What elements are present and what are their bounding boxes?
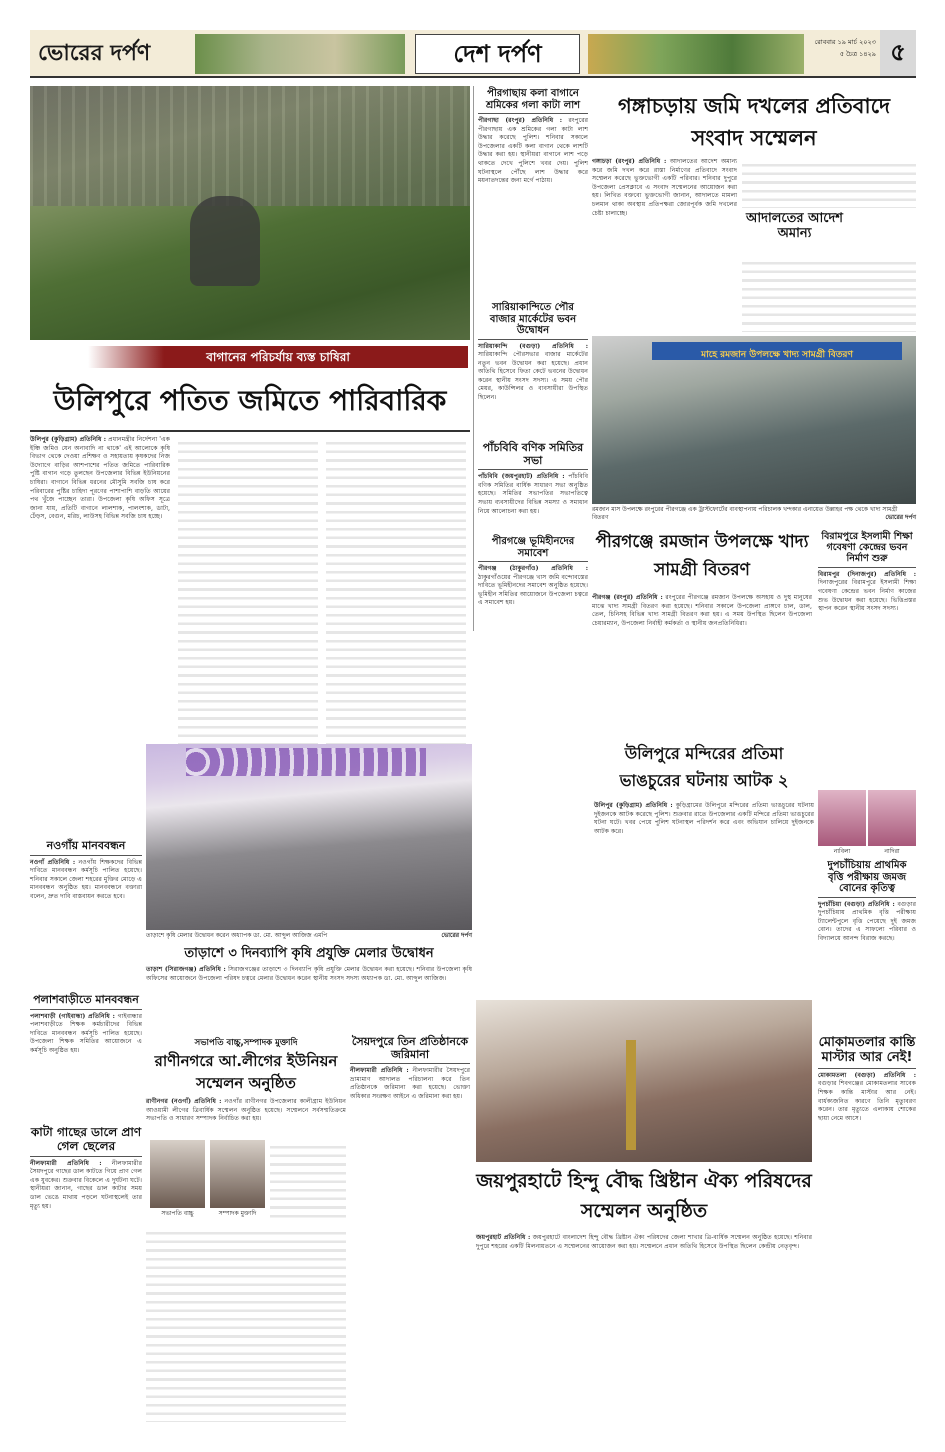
- food-byline: পীরগঞ্জ (রংপুর) প্রতিনিধি :: [592, 594, 663, 601]
- palash-article: [30, 994, 142, 1122]
- fine-headline: সৈয়দপুরে তিন প্রতিষ্ঠানকে জরিমানা: [350, 1036, 470, 1064]
- twins-article: [818, 860, 916, 1030]
- teacher-byline: মোকামতলা (বগুড়া) প্রতিনিধি :: [818, 1071, 916, 1079]
- garden-banner: [88, 346, 468, 368]
- fair-caption-text: তাড়াশে কৃষি মেলার উদ্বোধন করেন অধ্যাপক ডা. মো. আব্দুল আজিজ এমপি: [146, 932, 328, 939]
- islamic-center-byline: বিরামপুর (দিনাজপুর) প্রতিনিধি :: [818, 570, 916, 578]
- palash-body: গাইবান্ধার পলাশবাড়ীতে শিক্ষক কর্মচারীদের বিভিন্ন দাবিতে মানববন্ধন কর্মসূচি পালিত হয়েছে। উপজেলা শিক্ষক সমিতির আয়োজনে এ কর্মসূচি অনুষ্ঠিত হয়।: [30, 1012, 143, 1055]
- tree-headline: কাটা গাছের ডালে প্রাণ গেল ছেলের: [30, 1126, 142, 1157]
- murder-article: [478, 88, 588, 298]
- merchant-byline: পাঁচবিবি (জয়পুরহাট) প্রতিনিধি :: [478, 473, 565, 481]
- islamic-center-article: [818, 532, 916, 782]
- al-league-photo-right: [210, 1140, 265, 1208]
- temple-body-block: [594, 802, 814, 998]
- column-rule: [473, 86, 474, 631]
- twin-name-right: নাদিরা: [884, 848, 900, 855]
- islamic-center-headline: বিরামপুরে ইসলামী শিক্ষা গবেষণা কেন্দ্রের ভবন নির্মাণ শুরু: [818, 532, 916, 568]
- twins-headline: দুপচাঁচিয়ায় প্রাথমিক বৃত্তি পরীক্ষায় জমজ বোনের কৃতিত্ব: [818, 860, 916, 898]
- land-protest-col3: [742, 256, 916, 332]
- palash-byline: পলাশবাড়ী (গাইবান্ধা) প্রতিনিধি :: [30, 1012, 115, 1020]
- fence-stripes: [30, 86, 470, 206]
- al-league-photo-left: [150, 1140, 205, 1208]
- naogaon-headline: নওগাঁয় মানববন্ধন: [30, 840, 142, 856]
- teacher-headline: মোকামতলার কান্তি মাস্টার আর নেই!: [818, 1036, 916, 1069]
- al-league-person-left: সভাপতি বাচ্চু: [161, 1210, 194, 1217]
- fine-byline: নীলফামারী প্রতিনিধি :: [350, 1067, 409, 1075]
- twin-photo-right: [868, 790, 916, 846]
- ramadan-photo-banner: [652, 342, 902, 360]
- section-title: দেশ দর্পণ: [453, 40, 542, 68]
- paper-name: ভোরের দর্পণ: [38, 41, 151, 66]
- naogaon-byline: নওগাঁ প্রতিনিধি :: [30, 858, 76, 866]
- page-header: [30, 30, 916, 78]
- market-byline: সারিয়াকান্দি (বগুড়া) প্রতিনিধি :: [478, 342, 588, 350]
- merchant-article: [478, 442, 588, 532]
- murder-body: রংপুরের পীরগাছায় এক শ্রমিকের গলা কাটা লাশ উদ্ধার করেছে পুলিশ। শনিবার সকালে উপজেলার একটি কলা বাগান থেকে লাশটি উদ্ধার করা হয়। স্থানীয়রা বাগানে লাশ পড়ে থাকতে দেখে পুলিশে খবর দেয়। পুলিশ ঘটনাস্থলে পৌঁছে লাশ উদ্ধার করে ময়নাতদন্তের জন্য মর্গে পাঠায়।: [478, 117, 588, 185]
- market-headline: সারিয়াকান্দিতে পৌর বাজার মার্কেটের ভবন উদ্বোধন: [478, 302, 588, 340]
- page-number: ৫: [890, 38, 906, 66]
- twin-photo-left: [818, 790, 866, 846]
- date-line-2: ৫ চৈত্র ১৪২৯: [839, 50, 876, 58]
- council-body-block: [476, 1234, 812, 1422]
- ramadan-credit: ভোরের দর্পণ: [885, 514, 916, 521]
- fine-body: নীলফামারীর সৈয়দপুরে ভ্রাম্যমাণ আদালত পরিচালনা করে তিন প্রতিষ্ঠানকে জরিমানা করা হয়েছে। ভোক্তা অধিকার সংরক্ষণ আইনে এ জরিমানা করা হয়।: [350, 1067, 470, 1101]
- murder-headline: পীরগাছায় কলা বাগানে শ্রমিকের গলা কাটা লাশ: [478, 88, 588, 114]
- header-photo-strip-left: [195, 34, 405, 74]
- temple-headline-text: উলিপুরে মন্দিরের প্রতিমা ভাঙচুরের ঘটনায় আটক ২: [619, 744, 789, 790]
- header-photo-strip-right: [588, 34, 804, 74]
- date-box: [808, 36, 876, 72]
- fair-body: সিরাজগঞ্জের তাড়াশে ৩ দিনব্যাপি কৃষি প্রযুক্তি মেলার উদ্বোধন করা হয়েছে। শনিবার উপজেলা কৃষি অফিসের আয়োজনে উপজেলা পরিষদ চত্বরে মেলার উদ্বোধন করেন স্থানীয় সংসদ সদস্য অধ্যাপক ডা. মো. আব্দুল আজিজ।: [146, 966, 472, 982]
- council-body: জয়পুরহাটে বাংলাদেশ হিন্দু বৌদ্ধ খ্রিষ্টান ঐক্য পরিষদের জেলা শাখার ত্রি-বার্ষিক সম্মেলন অনুষ্ঠিত হয়েছে। শনিবার দুপুরে শহরের একটি মিলনায়তনে এ সম্মেলনের আয়োজন করা হয়। সম্মেলনে প্রধান অতিথি হিসেবে উপস্থিত ছিলেন কেন্দ্রীয় নেতৃবৃন্দ।: [476, 1234, 813, 1250]
- tree-body: নীলফামারীর সৈয়দপুরে গাছের ডাল কাটতে গিয়ে প্রাণ গেল এক যুবকের। শুক্রবার বিকেলে এ দুর্ঘটনা ঘটে। স্থানীয়রা জানান, গাছের ডাল কাটার সময় ডাল ভেঙে মাথায় পড়লে ঘটনাস্থলেই তার মৃত্যু হয়।: [30, 1159, 142, 1210]
- fine-article: [350, 1036, 470, 1422]
- tree-byline: নীলফামারী প্রতিনিধি :: [30, 1159, 102, 1167]
- date-line-1: রোববার ১৯ মার্চ ২০২৩: [814, 38, 876, 46]
- fair-byline: তাড়াশ (সিরাজগঞ্জ) প্রতিনিধি :: [146, 966, 226, 973]
- ramadan-caption-text: রমজান মাস উপলক্ষে রংপুরের পীরগঞ্জে এক ট্রাস্টফোর্টের ব্যবস্থাপনায় পরিচালক খন্দকার এনায়েত উল্লাহর পক্ষ থেকে খাদ্য সামগ্রী বিতরণ: [592, 506, 898, 521]
- land-protest-headline: গঙ্গাচড়ায় জমি দখলের প্রতিবাদে সংবাদ সম্মেলন: [617, 94, 891, 150]
- section-title-box: [415, 34, 580, 74]
- al-league-body-block: [146, 1098, 346, 1134]
- al-league-person-right: সম্পাদক মুক্তাদি: [218, 1210, 257, 1217]
- land-protest-body: আদালতের আদেশ অমান্য করে জমি দখল করে রাস্তা নির্মাণের প্রতিবাদে সংবাদ সম্মেলন করেছে ভুক্তভোগী একটি পরিবার। শনিবার দুপুরে উপজেলা প্রেসক্লাবে এ সংবাদ সম্মেলনের আয়োজন করা হয়। লিখিত বক্তব্যে ভুক্তভোগী জানান, আদালতে মামলা চলমান থাকা অবস্থায় প্রতিপক্ষরা জোরপূর্বক জমি দখলের চেষ্টা চালাচ্ছে।: [592, 158, 738, 217]
- teacher-body: বগুড়ার শিবগঞ্জের মোকামতলার সাবেক শিক্ষক কান্তি মাস্টার আর নেই। বার্ধক্যজনিত কারণে তিনি মৃত্যুবরণ করেন। তার মৃত্যুতে এলাকায় শোকের ছায়া নেমে আসে।: [818, 1080, 916, 1122]
- market-article: [478, 302, 588, 438]
- council-headline: জয়পুরহাটে হিন্দু বৌদ্ধ খ্রিষ্টান ঐক্য পরিষদের সম্মেলন অনুষ্ঠিত: [476, 1170, 812, 1222]
- twins-body: বগুড়ার দুপচাঁচিয়ায় প্রাথমিক বৃত্তি পরীক্ষায় ট্যালেন্টপুলে বৃত্তি পেয়েছে দুই জমজ বোন। তাদের এ সাফল্যে পরিবার ও বিদ্যালয়ে আনন্দ বিরাজ করছে।: [818, 900, 916, 942]
- temple-byline: উলিপুর (কুড়িগ্রাম) প্রতিনিধি :: [594, 802, 673, 809]
- merchant-headline: পাঁচবিবি বণিক সমিতির সভা: [478, 442, 588, 470]
- twin-name-left: নাবিলা: [833, 848, 851, 855]
- food-body-block: [592, 594, 812, 714]
- garden-photo: [30, 86, 470, 340]
- palash-headline: পলাশবাড়ীতে মানববন্ধন: [30, 994, 142, 1010]
- islamic-center-body: দিনাজপুরের বিরামপুরে ইসলামী শিক্ষা গবেষণা কেন্দ্রের ভবন নির্মাণ কাজের শুভ উদ্বোধন করা হয়েছে। ভিত্তিপ্রস্তর স্থাপন করেন স্থানীয় সংসদ সদস্য।: [818, 579, 916, 613]
- teacher-article: [818, 1036, 916, 1422]
- garden-headline: উলিপুরে পতিত জমিতে পারিবারিক: [30, 372, 470, 432]
- garden-body: প্রধানমন্ত্রীর নির্দেশনা 'এক ইঞ্চি জমিও যেন অনাবাদি না থাকে' এই আলোকে কৃষি বিভাগ থেকে দেওয়া প্রশিক্ষণ ও সহায়তায় কৃষকদের নিজ উদ্যোগে বাড়ির আশপাশের পতিত জমিতে পারিবারিক পুষ্টি বাগান গড়ে তুলছেন উপজেলার বিভিন্ন ইউনিয়নের চাষিরা। বাগানে বিভিন্ন ধরনের মৌসুমি সবজি চাষ করে পরিবারের পুষ্টির চাহিদা পূরণের পাশাপাশি বাড়তি আয়ের পথ খুঁজে পাচ্ছেন তারা। উপজেলা কৃষি অফিস সূত্রে জানা যায়, প্রতিটি বাগানে লালশাক, পালংশাক, ডাটা, ঢেঁড়স, বেগুন, মরিচ, লাউসহ বিভিন্ন সবজি চাষ হচ্ছে।: [30, 436, 171, 521]
- tree-article: [30, 1126, 142, 1422]
- farmer-figure: [190, 196, 260, 286]
- fair-headline: তাড়াশে ৩ দিনব্যাপি কৃষি প্রযুক্তি মেলার উদ্বোধন: [184, 946, 434, 961]
- food-headline: পীরগঞ্জে রমজান উপলক্ষে খাদ্য সামগ্রী বিতরণ: [595, 532, 809, 580]
- page-number-box: [880, 30, 916, 76]
- landless-byline: পীরগঞ্জ (ঠাকুরগাঁও) প্রতিনিধি :: [478, 565, 588, 572]
- landless-headline: পীরগঞ্জে ভূমিহীনদের সমাবেশ: [478, 536, 588, 562]
- council-byline: জয়পুরহাট প্রতিনিধি :: [476, 1234, 531, 1241]
- food-body: রংপুরের পীরগঞ্জে রমজান উপলক্ষে অসহায় ও দুস্থ মানুষের মাঝে খাদ্য সামগ্রী বিতরণ করা হয়েছে। শনিবার সকালে উপজেলা প্রাঙ্গণে চাল, ডাল, তেল, চিনিসহ বিভিন্ন খাদ্য সামগ্রী বিতরণ করা হয়। এ সময় উপস্থিত ছিলেন উপজেলা চেয়ারম্যান, উপজেলা নির্বাহী কর্মকর্তা ও স্থানীয় জনপ্রতিনিধিরা।: [592, 594, 812, 627]
- al-league-col-bottom: [146, 1226, 346, 1422]
- naogaon-article: [30, 840, 142, 990]
- ramadan-photo: [592, 336, 916, 504]
- council-photo: [476, 1000, 812, 1162]
- twins-byline: দুপচাঁচিয়া (বগুড়া) প্রতিনিধি :: [818, 900, 895, 908]
- landless-body: ঠাকুরগাঁওয়ের পীরগঞ্জে খাস জমি বন্দোবস্তের দাবিতে ভূমিহীনদের সমাবেশ অনুষ্ঠিত হয়েছে। ভূমিহীন সমিতির আয়োজনে উপজেলা চত্বরে এ সমাবেশ হয়।: [478, 573, 588, 607]
- murder-byline: পীরগাছা (রংপুর) প্রতিনিধি :: [478, 117, 563, 124]
- land-protest-col1: [592, 158, 737, 318]
- land-protest-byline: গঙ্গাচড়া (রংপুর) প্রতিনিধি :: [592, 158, 667, 165]
- fair-credit: ভোরের দর্পণ: [441, 932, 472, 939]
- ramadan-photo-caption: [592, 506, 916, 524]
- masthead-logo: [38, 36, 188, 72]
- fair-photo-balloons: [186, 748, 426, 776]
- naogaon-body: নওগাঁয় শিক্ষকদের বিভিন্ন দাবিতে মানববন্ধন কর্মসূচি পালিত হয়েছে। শনিবার সকালে জেলা শহরের মুক্তির মোড়ে এ মানববন্ধন অনুষ্ঠিত হয়। মানববন্ধনে বক্তারা বলেন, দ্রুত দাবি বাস্তবায়ন করতে হবে।: [30, 858, 143, 901]
- ramadan-photo-banner-text: মাহে রমজান উপলক্ষে খাদ্য সামগ্রী বিতরণ: [701, 350, 853, 360]
- temple-headline-box: [594, 740, 814, 798]
- fair-photo-caption: [146, 932, 472, 942]
- al-league-col-right: [270, 1140, 346, 1222]
- market-body: সারিয়াকান্দি পৌরসভার বাজার মার্কেটের নতুন ভবন উদ্বোধন করা হয়েছে। প্রধান অতিথি হিসেবে ফিতা কেটে ভবনের উদ্বোধন করেন স্থানীয় সংসদ সদস্য। এ সময় পৌর মেয়র, কাউন্সিলর ও ব্যবসায়ীরা উপস্থিত ছিলেন।: [478, 351, 588, 402]
- landless-article: [478, 536, 588, 632]
- al-league-kicker: সভাপতি বাচ্চু,সম্পাদক মুক্তাদি: [194, 1038, 298, 1048]
- merchant-body: পাঁচবিবি বণিক সমিতির বার্ষিক সাধারণ সভা অনুষ্ঠিত হয়েছে। সমিতির সভাপতির সভাপতিত্বে সভায় ব্যবসায়ীদের বিভিন্ন সমস্যা ও সমাধান নিয়ে আলোচনা করা হয়।: [478, 473, 589, 515]
- garden-banner-text: বাগানের পরিচর্যায় ব্যস্ত চাষিরা: [206, 350, 350, 364]
- fair-body-block: [146, 966, 472, 1026]
- council-lamp: [626, 1040, 636, 1150]
- temple-body: কুড়িগ্রামের উলিপুরে মন্দিরের প্রতিমা ভাঙচুরের ঘটনায় দুইজনকে আটক করেছে পুলিশ। শুক্রবার রাতে উপজেলার একটি মন্দিরে প্রতিমা ভাঙচুরের ঘটনা ঘটে। খবর পেয়ে পুলিশ ঘটনাস্থল পরিদর্শন করে এবং অভিযান চালিয়ে দুইজনকে আটক করে।: [594, 802, 814, 835]
- land-protest-subhead: আদালতের আদেশ অমান্য: [745, 211, 843, 241]
- al-league-body: নওগাঁর রাণীনগর উপজেলার কালীগ্রাম ইউনিয়ন আওয়ামী লীগের ত্রিবার্ষিক সম্মেলন অনুষ্ঠিত হয়েছে। সম্মেলনে সর্বসম্মতিক্রমে সভাপতি ও সাধারণ সম্পাদক নির্বাচিত করা হয়।: [146, 1098, 347, 1123]
- fair-photo: [146, 744, 472, 930]
- garden-byline: উলিপুর (কুড়িগ্রাম) প্রতিনিধি :: [30, 436, 107, 443]
- al-league-headline: রাণীনগরে আ.লীগের ইউনিয়ন সম্মেলন অনুষ্ঠিত: [154, 1052, 338, 1092]
- al-league-byline: রাণীনগর (নওগাঁ) প্রতিনিধি :: [146, 1098, 222, 1105]
- land-protest-col2: [742, 158, 916, 208]
